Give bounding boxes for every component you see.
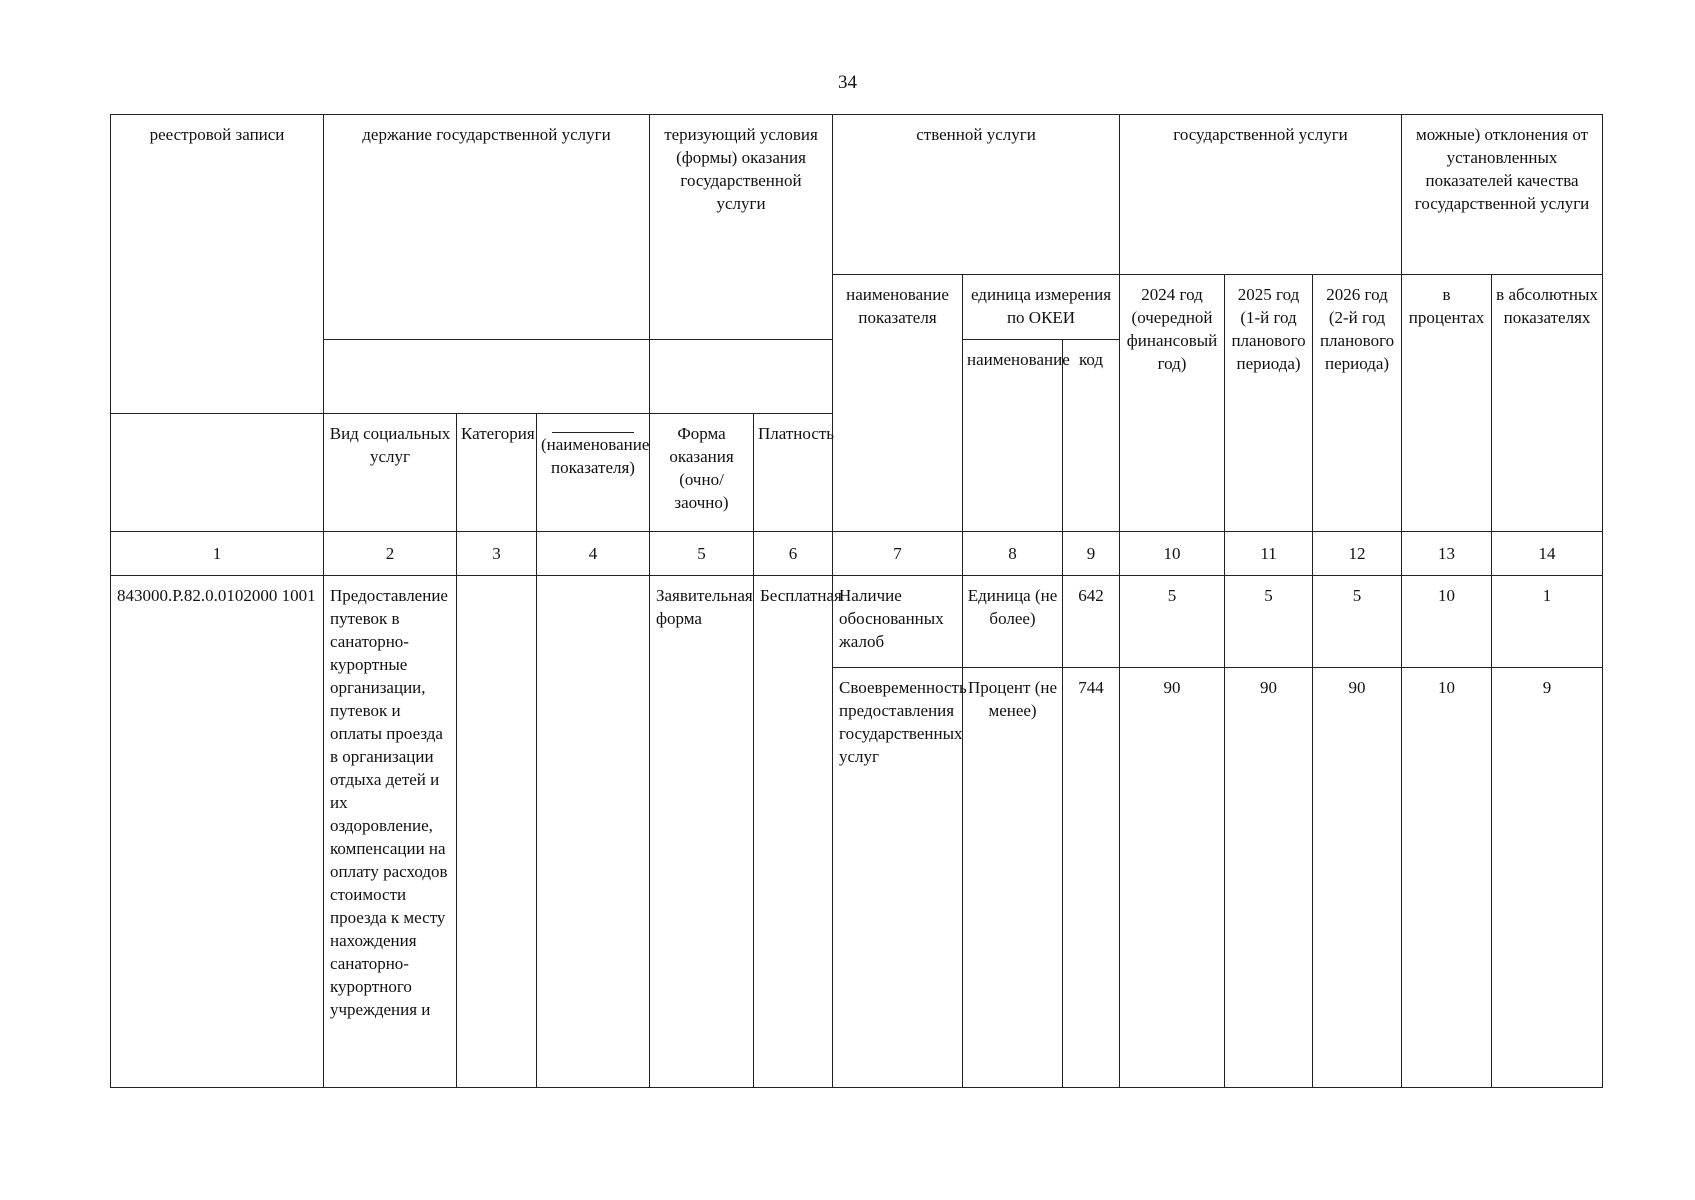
header-quality-indicator: ственной услуги xyxy=(833,115,1120,275)
page-number: 34 xyxy=(838,72,857,93)
deviation-absolute: 9 xyxy=(1492,668,1603,1088)
social-service-type: Предоставление путевок в санаторно-курортные организации, путевок и оплаты проезда в организации отдыха детей и их оздоровление, компенсации на оплату расходов стоимости проезда к месту нахождения санаторно-курортного учреждения и xyxy=(324,576,457,1088)
column-number: 6 xyxy=(754,532,833,576)
header-indicator-name: наименование показателя xyxy=(833,275,963,532)
column-number: 13 xyxy=(1402,532,1492,576)
unit-name: Процент (не менее) xyxy=(963,668,1063,1088)
payment-type: Бесплатная xyxy=(754,576,833,1088)
header-registry-record: реестровой записи xyxy=(111,115,324,414)
quality-indicator-name: Наличие обоснованных жалоб xyxy=(833,576,963,668)
column-number: 9 xyxy=(1063,532,1120,576)
header-payment: Платность xyxy=(754,414,833,532)
column-number: 3 xyxy=(457,532,537,576)
value-2026: 5 xyxy=(1313,576,1402,668)
header-social-service-type: Вид социальных услуг xyxy=(324,414,457,532)
header-deviation-absolute: в абсолютных показателях xyxy=(1492,275,1603,532)
indicator-name-cell xyxy=(537,576,650,1088)
registry-number: 843000.Р.82.0.0102000 1001 xyxy=(111,576,324,1088)
header-year-2025: 2025 год (1-й год планового периода) xyxy=(1225,275,1313,532)
column-number: 7 xyxy=(833,532,963,576)
header-year-2024: 2024 год (очередной финансовый год) xyxy=(1120,275,1225,532)
quality-indicator-name: Своевременность предоставления государственных услуг xyxy=(833,668,963,1088)
header-service-content: держание государственной услуги xyxy=(324,115,650,340)
column-number: 1 xyxy=(111,532,324,576)
column-number-row xyxy=(111,532,1603,576)
header-content-spacer xyxy=(324,340,650,414)
header-okei-code: код xyxy=(1063,340,1120,532)
column-number: 10 xyxy=(1120,532,1225,576)
column-number: 4 xyxy=(537,532,650,576)
header-year-2026: 2026 год (2-й год планового периода) xyxy=(1313,275,1402,532)
header-indicator-name-caption: (наименование показателя) xyxy=(541,435,650,477)
header-service-conditions: теризующий условия (формы) оказания государственной услуги xyxy=(650,115,833,340)
column-number: 12 xyxy=(1313,532,1402,576)
header-conditions-spacer xyxy=(650,340,833,414)
value-2024: 5 xyxy=(1120,576,1225,668)
header-delivery-form: Форма оказания (очно/заочно) xyxy=(650,414,754,532)
deviation-percent: 10 xyxy=(1402,668,1492,1088)
value-2025: 5 xyxy=(1225,576,1313,668)
header-row-top xyxy=(111,115,1603,275)
deviation-percent: 10 xyxy=(1402,576,1492,668)
header-deviation-percent: в процентах xyxy=(1402,275,1492,532)
header-okei-unit: единица измерения по ОКЕИ xyxy=(963,275,1120,340)
okei-code: 744 xyxy=(1063,668,1120,1088)
header-allowed-deviation: можные) отклонения от установленных показателей качества государственной услуги xyxy=(1402,115,1603,275)
service-quality-table xyxy=(110,114,1603,1088)
column-number: 8 xyxy=(963,532,1063,576)
column-number: 5 xyxy=(650,532,754,576)
okei-code: 642 xyxy=(1063,576,1120,668)
header-category: Категория xyxy=(457,414,537,532)
value-2025: 90 xyxy=(1225,668,1313,1088)
value-2024: 90 xyxy=(1120,668,1225,1088)
unit-name: Единица (не более) xyxy=(963,576,1063,668)
header-indicator-name-blank xyxy=(537,414,650,532)
blank-underline xyxy=(552,432,634,433)
value-2026: 90 xyxy=(1313,668,1402,1088)
deviation-absolute: 1 xyxy=(1492,576,1603,668)
column-number: 2 xyxy=(324,532,457,576)
table-row xyxy=(111,576,1603,668)
header-registry-spacer xyxy=(111,414,324,532)
header-indicator-value: государственной услуги xyxy=(1120,115,1402,275)
delivery-form: Заявительная форма xyxy=(650,576,754,1088)
column-number: 11 xyxy=(1225,532,1313,576)
header-okei-name: наименование xyxy=(963,340,1063,532)
category-cell xyxy=(457,576,537,1088)
column-number: 14 xyxy=(1492,532,1603,576)
